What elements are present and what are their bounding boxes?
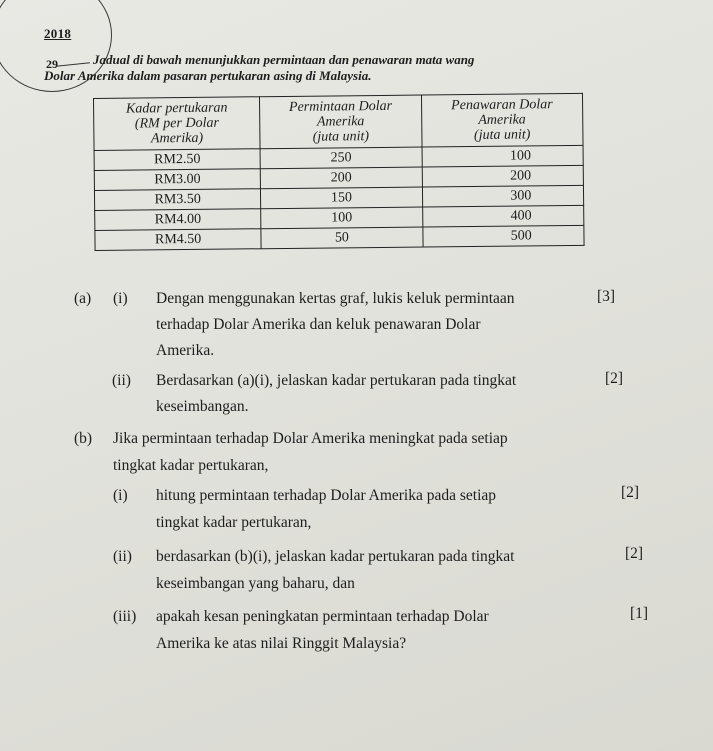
table-row <box>95 225 584 250</box>
part-b-i-marks: [2] <box>621 484 640 501</box>
part-b-label: (b) <box>74 430 93 447</box>
part-b-text-2: tingkat kadar pertukaran, <box>113 457 269 474</box>
header-exchange-rate <box>94 97 261 151</box>
part-a-ii-marks: [2] <box>605 370 624 387</box>
exchange-rate-table <box>93 93 585 251</box>
header-supply <box>421 93 583 147</box>
cell-rate: RM4.50 <box>95 229 261 251</box>
cell-supply: 300 <box>422 185 584 207</box>
part-b-ii-marks: [2] <box>625 545 644 562</box>
part-a-label: (a) <box>74 290 92 307</box>
cell-demand: 150 <box>261 187 423 209</box>
part-a-i-text-3: Amerika. <box>156 342 215 359</box>
header-line: Penawaran Dolar <box>451 97 553 114</box>
header-line: Kadar pertukaran <box>125 100 228 117</box>
cell-demand: 250 <box>260 147 422 169</box>
header-line: (juta unit) <box>312 129 370 145</box>
intro-line-1: Jadual di bawah menunjukkan permintaan dan penawaran mata wang <box>93 52 475 67</box>
header-line: Amerika <box>316 114 365 130</box>
header-line: Amerika) <box>150 130 204 147</box>
header-line: (RM per Dolar <box>134 115 219 132</box>
part-b-text-1: Jika permintaan terhadap Dolar Amerika meningkat pada setiap <box>113 430 508 447</box>
cell-rate: RM2.50 <box>94 149 260 171</box>
part-a-i-text-2: terhadap Dolar Amerika dan keluk penawaran Dolar <box>156 316 481 333</box>
exam-year: 2018 <box>44 26 72 41</box>
cell-supply: 100 <box>422 145 584 167</box>
part-a-ii-text-2: keseimbangan. <box>156 398 249 415</box>
part-a-ii-text-1: Berdasarkan (a)(i), jelaskan kadar pertukaran pada tingkat <box>156 372 517 389</box>
header-line: Amerika <box>478 112 526 128</box>
question-number: 29 <box>46 57 58 71</box>
part-b-i-text-1: hitung permintaan terhadap Dolar Amerika pada setiap <box>156 487 497 504</box>
cell-supply: 200 <box>422 165 584 187</box>
header-demand <box>260 95 422 149</box>
cell-demand: 200 <box>261 167 423 189</box>
part-b-ii-text-2: keseimbangan yang baharu, dan <box>156 575 355 592</box>
part-b-iii-label: (iii) <box>113 608 137 625</box>
intro-line-2: Dolar Amerika dalam pasaran pertukaran asing di Malaysia. <box>44 68 372 83</box>
cell-demand: 100 <box>261 207 423 229</box>
part-a-ii-label: (ii) <box>112 372 131 389</box>
cell-demand: 50 <box>261 227 423 249</box>
part-b-i-label: (i) <box>113 487 128 504</box>
part-b-ii-text-1: berdasarkan (b)(i), jelaskan kadar pertukaran pada tingkat <box>156 548 515 565</box>
part-b-iii-marks: [1] <box>630 605 649 622</box>
part-b-i-text-2: tingkat kadar pertukaran, <box>156 514 312 531</box>
cell-rate: RM3.50 <box>94 189 260 211</box>
header-line: Permintaan Dolar <box>288 98 393 115</box>
part-b-iii-text-2: Amerika ke atas nilai Ringgit Malaysia? <box>156 635 407 652</box>
part-a-i-marks: [3] <box>597 288 616 305</box>
part-b-ii-label: (ii) <box>113 548 132 565</box>
cell-supply: 400 <box>422 205 584 227</box>
cell-rate: RM3.00 <box>94 169 260 191</box>
cell-rate: RM4.00 <box>95 209 261 231</box>
header-line: (juta unit) <box>473 127 531 144</box>
part-a-i-text-1: Dengan menggunakan kertas graf, lukis keluk permintaan <box>156 290 515 307</box>
table-header-row <box>94 93 584 150</box>
part-b-iii-text-1: apakah kesan peningkatan permintaan terhadap Dolar <box>156 608 489 625</box>
cell-supply: 500 <box>422 225 584 247</box>
part-a-i-label: (i) <box>113 290 128 307</box>
